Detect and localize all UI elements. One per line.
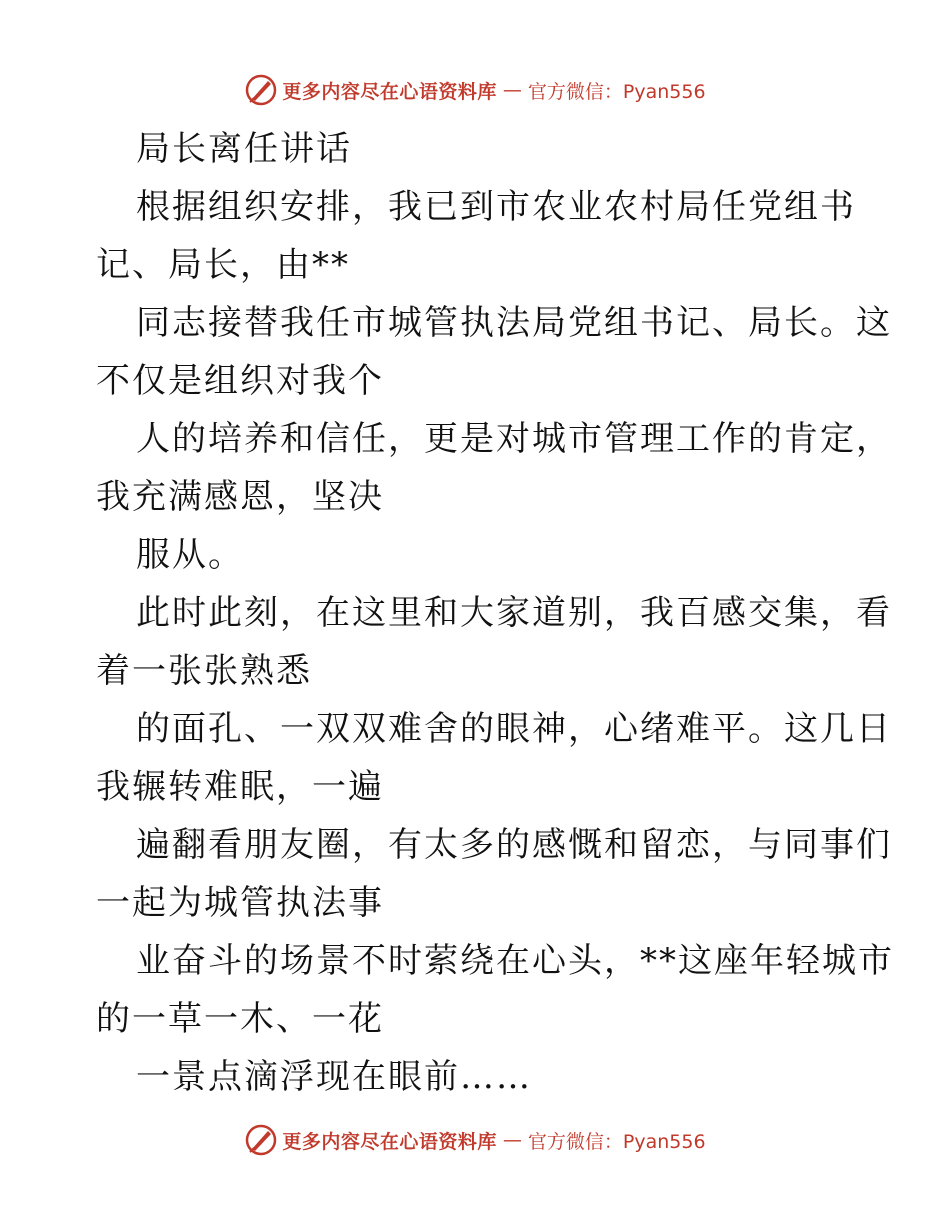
footer-banner	[0, 1120, 950, 1160]
document-title: 局长离任讲话	[136, 129, 352, 169]
paragraph-line: 我辗转难眠，一遍	[96, 767, 384, 807]
footer-separator: —	[502, 1129, 522, 1151]
paragraph-line: 的面孔、一双双难舍的眼神，心绪难平。这几日	[136, 709, 892, 749]
paragraph-line: 服从。	[136, 535, 244, 575]
paragraph-line: 的一草一木、一花	[96, 999, 384, 1039]
document-lines	[96, 178, 894, 1106]
paragraph-line: 一起为城管执法事	[96, 883, 384, 923]
paragraph-line: 根据组织安排，我已到市农业农村局任党组书	[136, 187, 856, 227]
paragraph-line: 不仅是组织对我个	[96, 361, 384, 401]
paragraph-line: 此时此刻，在这里和大家道别，我百感交集，看	[136, 593, 892, 633]
footer-wechat-label: 官方微信：Pyan556	[527, 1130, 706, 1153]
document-body	[96, 120, 894, 1106]
quill-logo-icon	[244, 1123, 278, 1157]
paragraph-line: 人的培养和信任，更是对城市管理工作的肯定，	[136, 419, 892, 459]
paragraph-line: 我充满感恩，坚决	[96, 477, 384, 517]
header-separator: —	[502, 79, 522, 101]
paragraph-line: 同志接替我任市城管执法局党组书记、局长。这	[136, 303, 892, 343]
paragraph-line: 业奋斗的场景不时萦绕在心头，**这座年轻城市	[136, 941, 894, 981]
paragraph-line: 着一张张熟悉	[96, 651, 312, 691]
paragraph-line: 遍翻看朋友圈，有太多的感慨和留恋，与同事们	[136, 825, 892, 865]
quill-logo-icon	[244, 73, 278, 107]
paragraph-line: 一景点滴浮现在眼前……	[136, 1057, 532, 1097]
header-wechat-label: 官方微信：Pyan556	[527, 80, 706, 103]
paragraph-line: 记、局长，由**	[96, 245, 350, 285]
header-banner	[0, 70, 950, 110]
header-promo-text: 更多内容尽在心语资料库	[282, 80, 497, 103]
footer-promo-text: 更多内容尽在心语资料库	[282, 1130, 497, 1153]
